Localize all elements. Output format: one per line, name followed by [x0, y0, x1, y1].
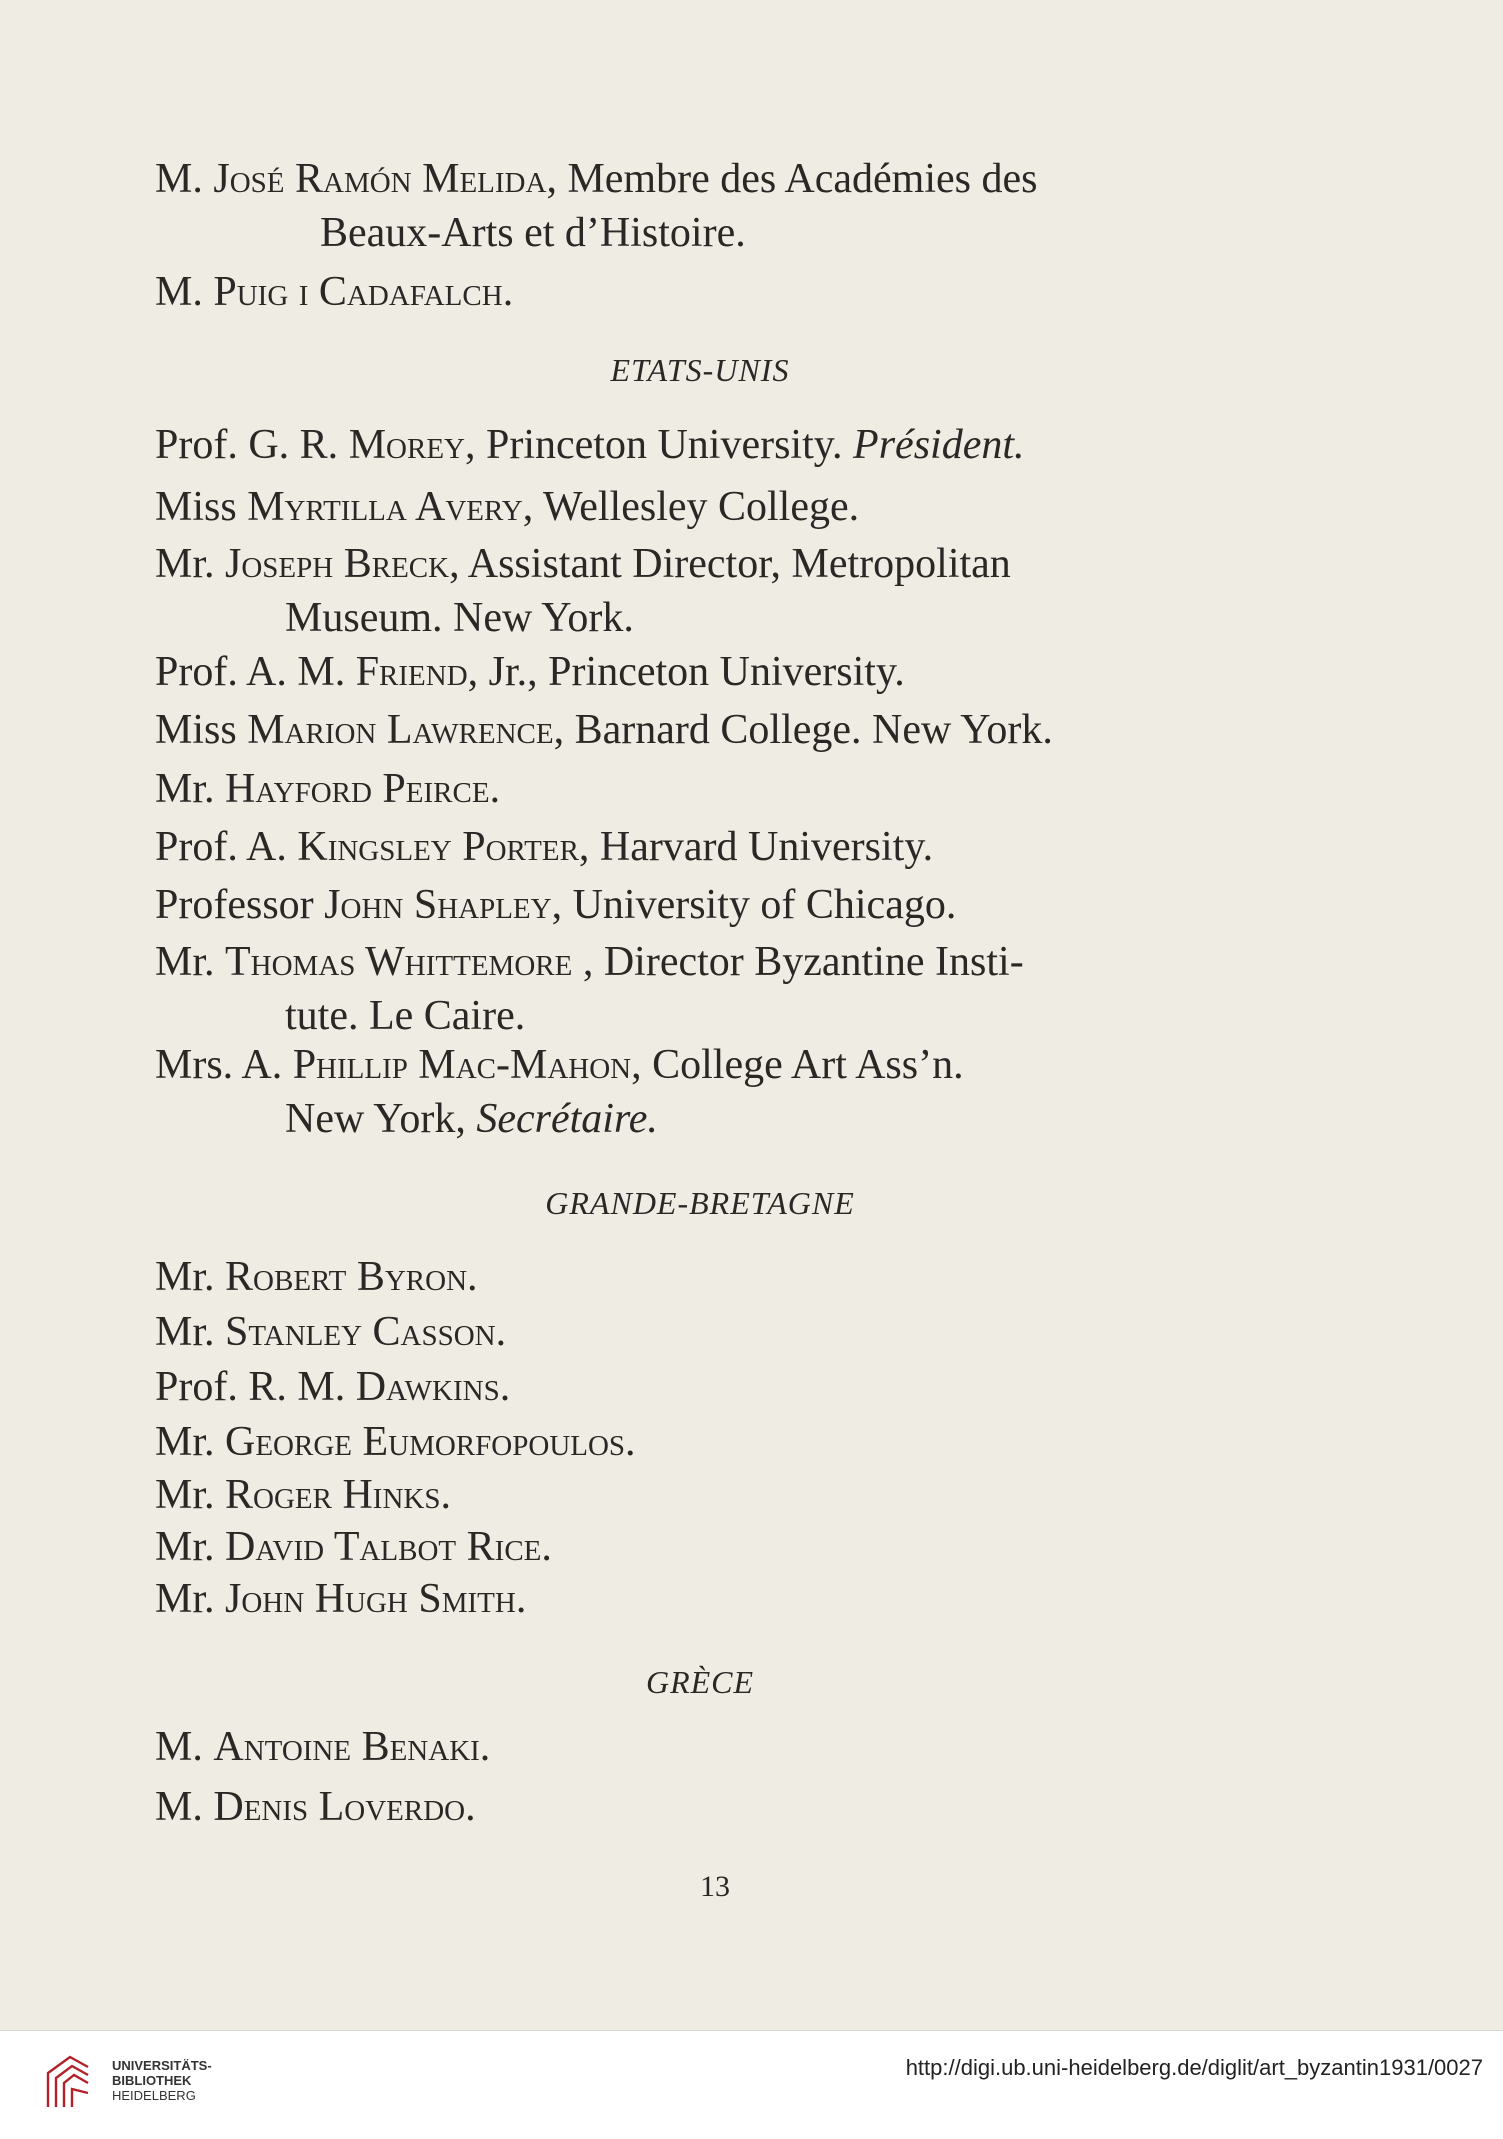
- entry-rest: .: [440, 1472, 451, 1518]
- entry-rest: , Director Byzantine Insti-: [572, 939, 1024, 985]
- library-logo-icon: [42, 2051, 94, 2111]
- entry-prefix: Mr.: [155, 1576, 226, 1622]
- entry-rest: , Jr., Princeton University.: [467, 649, 905, 695]
- entry-rest: , Wellesley College.: [522, 484, 860, 530]
- entry-role: Secrétaire.: [476, 1096, 658, 1142]
- entry-name: Hayford Peirce: [225, 766, 490, 812]
- entry-rest: .: [541, 1524, 552, 1570]
- entry-name: Stanley Casson: [225, 1309, 496, 1355]
- entry-prefix: Mr.: [155, 541, 226, 587]
- entry-name: Joseph Breck: [225, 541, 450, 587]
- entry-continuation: tute. Le Caire.: [285, 993, 526, 1039]
- entry-rest: .: [502, 269, 514, 315]
- entry-prefix: Mr.: [155, 1254, 226, 1300]
- section-heading-grande-bretagne: GRANDE-BRETAGNE: [545, 1185, 855, 1221]
- entry-name: Puig i Cadafalch: [213, 269, 503, 315]
- entry-rest: , Harvard University.: [578, 824, 934, 870]
- entry-rest: , Assistant Director, Metropolitan: [449, 541, 1011, 587]
- entry-prefix: Mrs. A.: [155, 1042, 293, 1088]
- entry-breck: [155, 537, 1245, 645]
- entry-name: George Eumorfopoulos: [225, 1419, 626, 1465]
- entry-dawkins: [155, 1360, 510, 1414]
- entry-prefix: Mr.: [155, 1419, 226, 1465]
- section-heading-etats-unis: ETATS-UNIS: [610, 352, 790, 388]
- entry-prefix: Professor: [155, 882, 325, 928]
- entry-name: Morey: [348, 422, 465, 468]
- source-url[interactable]: http://digi.ub.uni-heidelberg.de/diglit/art_byzantin1931/0027: [905, 2055, 1483, 2080]
- entry-prefix: Miss: [155, 484, 248, 530]
- entry-prefix: Prof. A. M.: [155, 649, 356, 695]
- entry-prefix: M.: [155, 269, 214, 315]
- entry-prefix: Miss: [155, 707, 248, 753]
- entry-name: David Talbot Rice: [225, 1524, 542, 1570]
- entry-benaki: [155, 1720, 490, 1774]
- entry-rest: , University of Chicago.: [551, 882, 957, 928]
- entry-rice: [155, 1520, 552, 1574]
- entry-casson: [155, 1305, 506, 1359]
- library-name-line: UNIVERSITÄTS-: [112, 2058, 212, 2073]
- entry-rest: .: [499, 1364, 511, 1410]
- entry-prefix: Mr.: [155, 1472, 226, 1518]
- entry-prefix: M.: [155, 1724, 214, 1770]
- entry-prefix: Mr.: [155, 766, 226, 812]
- entry-name: Antoine Benaki: [213, 1724, 480, 1770]
- entry-rest: .: [625, 1419, 636, 1465]
- entry-eumorfopoulos: [155, 1415, 636, 1469]
- entry-rest: .: [467, 1254, 478, 1300]
- entry-rest: , Princeton University.: [464, 422, 854, 468]
- entry-name: Denis Loverdo: [213, 1784, 466, 1830]
- entry-byron: [155, 1250, 478, 1304]
- entry-role: Président.: [853, 422, 1025, 468]
- entry-rest: , College Art Ass’n.: [631, 1042, 964, 1088]
- entry-rest: , Membre des Académies des: [546, 156, 1038, 202]
- entry-lawrence: [155, 703, 1053, 757]
- entry-name: John Hugh Smith: [225, 1576, 516, 1622]
- page-number: 13: [700, 1870, 730, 1903]
- entry-name: Friend: [355, 649, 468, 695]
- entry-rest: .: [479, 1724, 491, 1770]
- entry-rest: .: [489, 766, 501, 812]
- entry-prefix: M.: [155, 1784, 214, 1830]
- entry-name: Thomas Whittemore: [225, 939, 573, 985]
- entry-name: Dawkins: [355, 1364, 500, 1410]
- entry-peirce: [155, 762, 500, 816]
- entry-rest: .: [495, 1309, 507, 1355]
- entry-prefix: Prof. G. R.: [155, 422, 349, 468]
- entry-name: Kingsley Porter: [297, 824, 579, 870]
- entry-name: Phillip Mac-Mahon: [292, 1042, 632, 1088]
- entry-name: Marion Lawrence: [247, 707, 554, 753]
- entry-avery: [155, 480, 859, 534]
- entry-rest: .: [515, 1576, 527, 1622]
- entry-puig: [155, 265, 513, 319]
- library-name-line: HEIDELBERG: [112, 2088, 196, 2103]
- entry-continuation: Museum. New York.: [285, 595, 634, 641]
- entry-continuation: [155, 1092, 1245, 1146]
- entry-porter: [155, 820, 933, 874]
- entry-prefix: Prof. A.: [155, 824, 298, 870]
- entry-rest: .: [465, 1784, 476, 1830]
- entry-prefix: Mr.: [155, 939, 226, 985]
- entry-name: Robert Byron: [225, 1254, 468, 1300]
- entry-mac-mahon: [155, 1038, 1245, 1146]
- entry-hinks: [155, 1468, 451, 1522]
- entry-friend: [155, 645, 905, 699]
- entry-melida: [155, 152, 1245, 260]
- entry-prefix: M.: [155, 156, 214, 202]
- footer-bar: [0, 2030, 1503, 2139]
- entry-name: Myrtilla Avery: [247, 484, 523, 530]
- entry-name: John Shapley: [324, 882, 552, 928]
- entry-morey: [155, 418, 1025, 472]
- entry-continuation-text: New York,: [285, 1096, 477, 1142]
- entry-shapley: [155, 878, 956, 932]
- entry-prefix: Mr.: [155, 1524, 226, 1570]
- entry-smith: [155, 1572, 526, 1626]
- entry-continuation: Beaux-Arts et d’Histoire.: [320, 210, 746, 256]
- entry-loverdo: [155, 1780, 476, 1834]
- entry-prefix: Prof. R. M.: [155, 1364, 356, 1410]
- entry-prefix: Mr.: [155, 1309, 226, 1355]
- library-name: [112, 2058, 212, 2103]
- library-name-line: BIBLIOTHEK: [112, 2073, 192, 2088]
- section-heading-grece: GRÈCE: [645, 1664, 755, 1700]
- entry-name: José Ramón Melida: [213, 156, 547, 202]
- entry-name: Roger Hinks: [225, 1472, 441, 1518]
- entry-whittemore: [155, 935, 1245, 1043]
- entry-rest: , Barnard College. New York.: [553, 707, 1053, 753]
